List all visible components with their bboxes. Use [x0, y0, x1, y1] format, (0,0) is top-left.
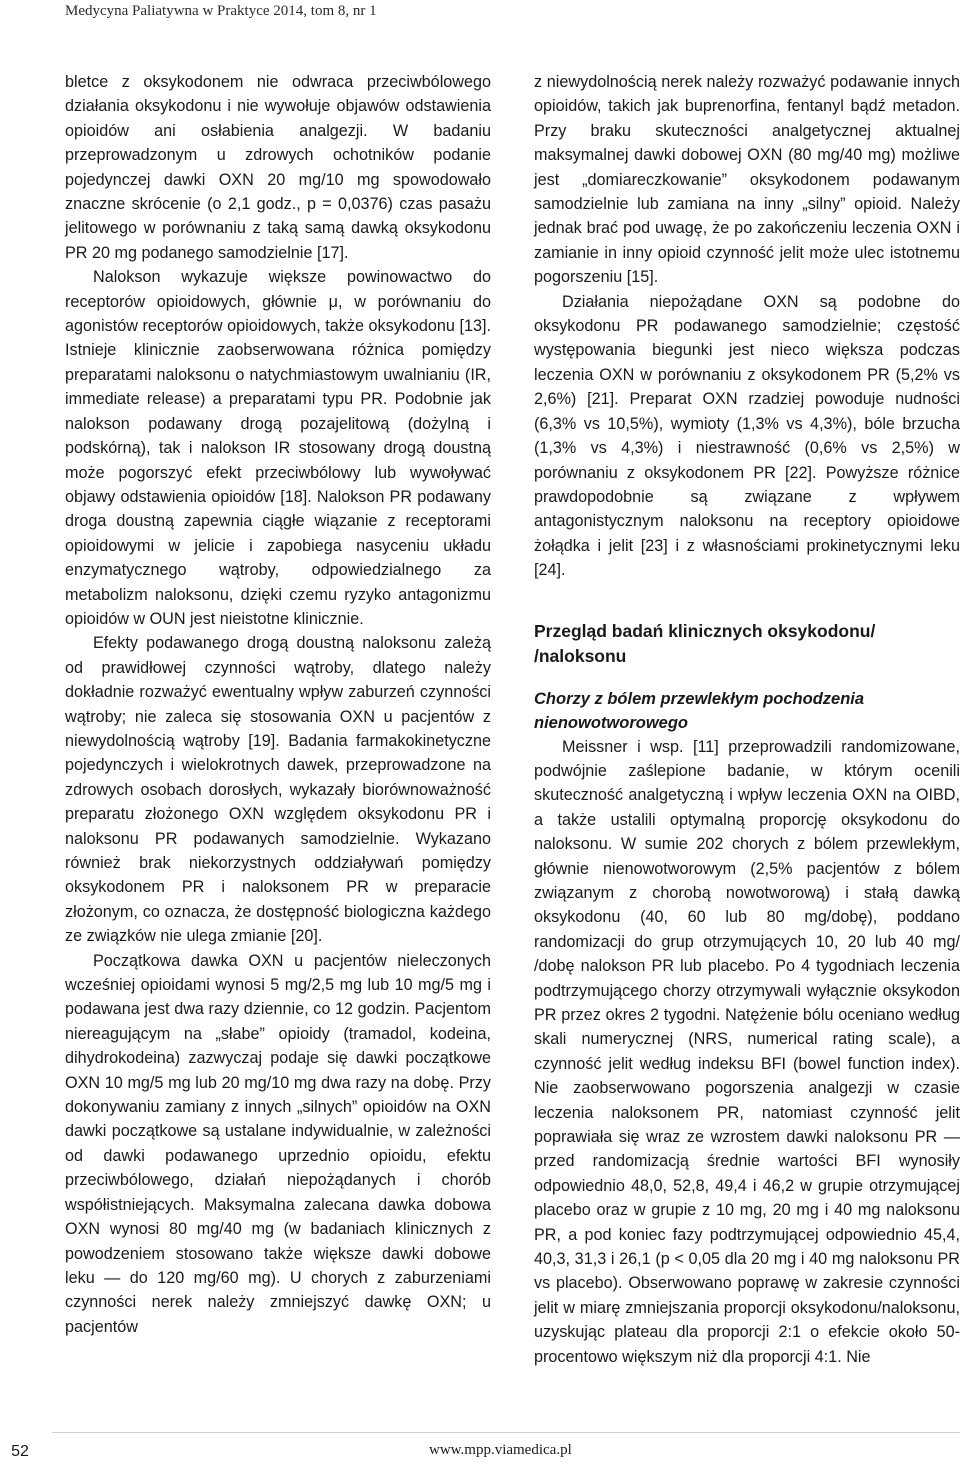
- section-title: Przegląd badań klinicznych oksykodonu/ /naloksonu: [534, 620, 876, 666]
- body-paragraph: z niewydolnością nerek należy rozważyć podawanie innych opioidów, takich jak buprenorfina, fentanyl bądź metadon. Przy braku skuteczności analgetycznej aktualnej maksymalnej dawki dobowej OXN (80 mg/40 mg) możliwe jest „domiareczkowanie” oksykodonem podawanym samodzielnie lub zamiana na inny „silny” opioid. Należy jednak brać pod uwagę, że po zakończeniu leczenia OXN i zamianie in inny opioid czynność jelit może ulec istotnemu pogorszeniu [15].: [534, 73, 960, 287]
- body-paragraph: Początkowa dawka OXN u pacjentów nieleczonych wcześniej opioidami wynosi 5 mg/2,5 mg lub 10 mg/5 mg i podawana jest dwa razy dziennie, co 12 godzin. Pacjentom niereagującym na „słabe” opioidy (tramadol, kodeina, dihydrokodeina) zazwyczaj podaje się dawki początkowe OXN 10 mg/5 mg lub 20 mg/10 mg dwa razy na dobę. Przy dokonywaniu zamiany z innych „silnych” opioidów na OXN dawki początkowe są ustalane indywidualnie, w zależności od dawki podawanego uprzednio opioidu, efektu przeciwbólowego, działań niepożądanych i chorób współistniejących. Maksymalna zalecana dawka dobowa OXN wynosi 80 mg/40 mg (w badaniach klinicznych z powodzeniem stosowano także większe dawki dobowe leku — do 120 mg/60 mg). U chorych z zaburzeniami czynności nerek należy zmniejszyć dawkę OXN; u pacjentów: [65, 951, 491, 1336]
- footer-rule: [52, 1432, 960, 1433]
- subsection-title: Chorzy z bólem przewlekłym pochodzenia nienowotworowego: [534, 689, 865, 732]
- body-paragraph: bletce z oksykodonem nie odwraca przeciwbólowego działania oksykodonu i nie wywołuje objawów odstawienia opioidów ani osłabienia analgezji. W badaniu przeprowadzonym u zdrowych ochotników podanie pojedynczej dawki OXN 20 mg/10 mg spowodowało znaczne skrócenie (o 2,1 godz., p = 0,0376) czas pasażu jelitowego w porównaniu z taką samą dawką oksykodonu PR 20 mg podanego samodzielnie [17].: [65, 73, 491, 262]
- footer-url: www.mpp.viamedica.pl: [429, 1442, 572, 1458]
- left-column: [65, 70, 491, 1339]
- right-column: [534, 70, 960, 1369]
- page-number: 52: [11, 1442, 29, 1460]
- body-paragraph: Meissner i wsp. [11] przeprowadzili randomizowane, podwójnie zaślepione badanie, w którym ocenili skuteczność analgetyczną i wpływ leczenia OXN na OIBD, a także ustalili optymalną proporcję oksykodonu do naloksonu. W sumie 202 chorych z bólem przewlekłym, głównie nienowotworowym (2,5% pacjentów z bólem związanym z chorobą nowotworową) i stałą dawką oksykodonu (40, 60 lub 80 mg/dobę), poddano randomizacji do grup otrzymujących 10, 20 lub 40 mg/ /dobę nalokson PR lub placebo. Po 4 tygodniach leczenia podtrzymującego chorzy otrzymywali wyłącznie oksykodon PR przez okres 2 tygodni. Natężenie bólu oceniano według skali numerycznej (NRS, numerical rating scale), a czynność jelit według indeksu BFI (bowel function index). Nie zaobserwowano pogorszenia analgezji w czasie leczenia naloksonem PR, natomiast czynność jelit poprawiała się wraz ze wzrostem dawki naloksonu PR — przed randomizacją średnie wartości BFI wynosiły odpowiednio 48,0, 52,8, 49,4 i 46,2 w grupie otrzymującej placebo oraz w grupie z 10 mg, 20 mg i 40 mg naloksonu PR, a pod koniec fazy podtrzymującej odpowiednio 45,4, 40,3, 31,3 i 26,1 (p < 0,05 dla 20 mg i 40 mg naloksonu PR vs placebo). Obserwowano poprawę w zakresie czynności jelit w miarę zmniejszania proporcji oksykodonu/naloksonu, uzyskując plateau dla proporcji 2:1 o efekcie około 50-procentowo większym niż dla proporcji 4:1. Nie: [534, 737, 960, 1366]
- body-paragraph: Działania niepożądane OXN są podobne do oksykodonu PR podawanego samodzielnie; częstość występowania biegunki jest nieco większa podczas leczenia OXN w porównaniu z oksykodonem PR (5,2% vs 2,6%) [21]. Preparat OXN rzadziej powoduje nudności (6,3% vs 10,5%), wymioty (1,3% vs 4,3%), bóle brzucha (1,3% vs 4,3%) i niestrawność (0,6% vs 2,5%) w porównaniu z oksykodonem PR [22]. Powyższe różnice prawdopodobnie są związane z wpływem antagonistycznym naloksonu na receptory opioidowe żołądka i jelit [23] i z własnościami prokinetycznymi leku [24].: [534, 292, 960, 580]
- body-paragraph: Nalokson wykazuje większe powinowactwo do receptorów opioidowych, głównie μ, w porównaniu do agonistów receptorów opioidowych, także oksykodonu [13]. Istnieje klinicznie zaobserwowana różnica pomiędzy preparatami naloksonu o natychmiastowym uwalnianiu (IR, immediate release) a preparatami typu PR. Podobnie jak nalokson podawany drogą pozajelitową (dożylną i podskórną), tak i nalokson IR stosowany drogą doustną może pogorszyć efekt przeciwbólowy lub wywoływać objawy odstawienia opioidów [18]. Nalokson PR podawany droga doustną zapewnia ciągłe wiązanie z receptorami opioidowymi w jelicie i zapobiega nasyceniu układu enzymatycznego wątroby, odpowiedzialnego za metabolizm naloksonu, dzięki czemu ryzyko antagonizmu opioidów w OUN jest nieistotne klinicznie.: [65, 268, 491, 628]
- body-paragraph: Efekty podawanego drogą doustną naloksonu zależą od prawidłowej czynności wątroby, dlatego należy dokładnie rozważyć ewentualny wpływ zaburzeń czynności wątroby; nie zaleca się stosowania OXN u pacjentów z niewydolnością wątroby [19]. Badania farmakokinetyczne pojedynczych i wielokrotnych dawek, przeprowadzone na zdrowych osobach dorosłych, wykazały biorównoważność preparatu złożonego OXN względem oksykodonu PR i naloksonu PR podawanych samodzielnie. Wykazano również brak niekorzystnych oddziaływań pomiędzy oksykodonem PR i naloksonem PR w preparacie złożonym, co oznacza, że dostępność biologiczna każdego ze związków nie ulega zmianie [20].: [65, 634, 491, 946]
- running-header: Medycyna Paliatywna w Praktyce 2014, tom 8, nr 1: [65, 3, 377, 19]
